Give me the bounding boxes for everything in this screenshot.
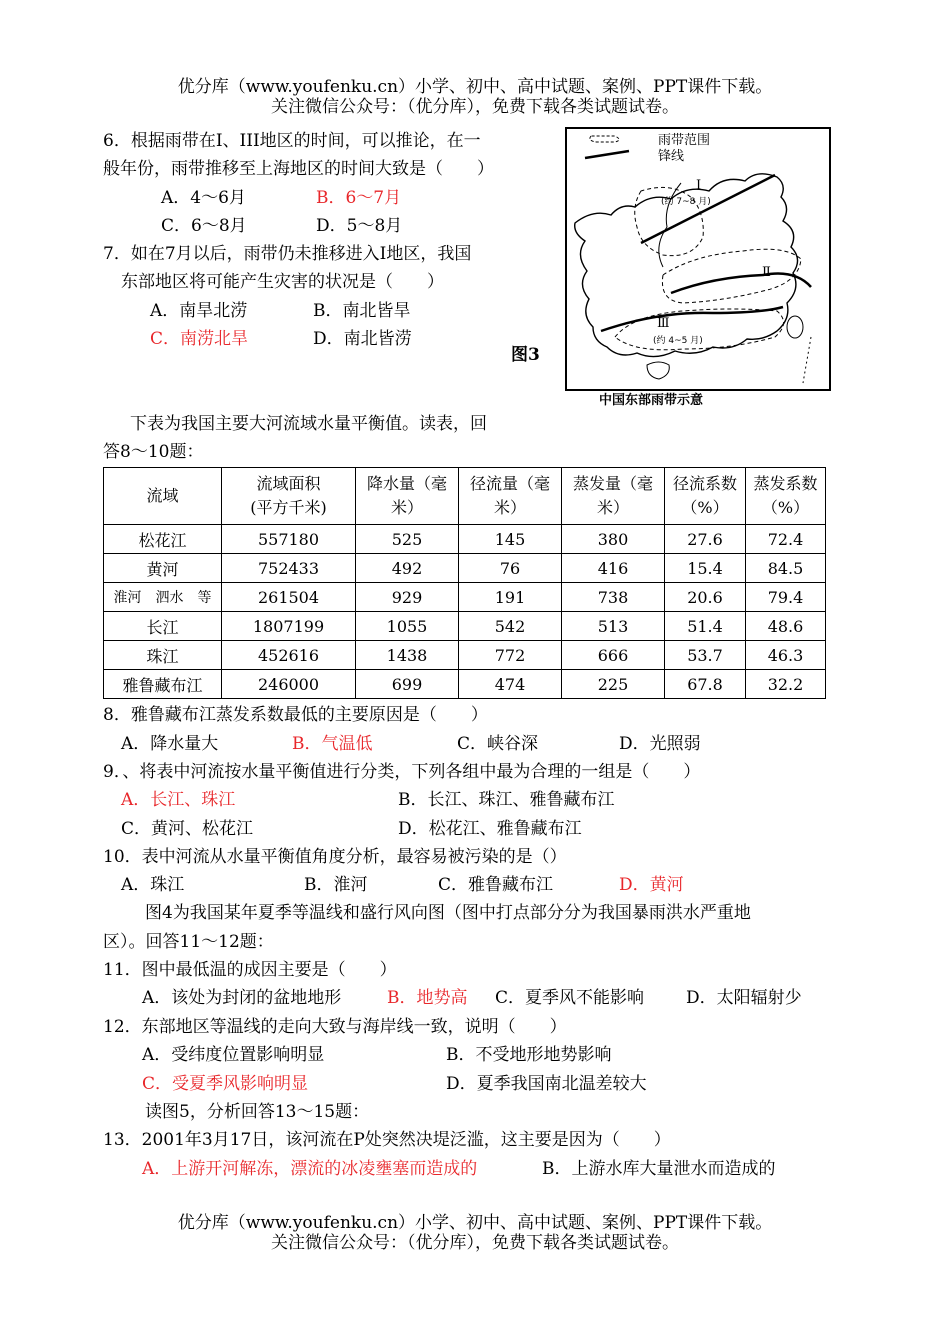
table-cell: 699 (356, 670, 459, 699)
q8-option-b: B．气温低 (292, 734, 373, 754)
q7-option-b: B．南北皆旱 (313, 301, 411, 321)
legend-rain-label: 雨带范围 (658, 133, 711, 148)
table-cell: 67.8 (665, 670, 746, 699)
table-cell: 76 (459, 554, 562, 583)
table-cell: 松花江 (104, 525, 222, 554)
q7-stem-2: 东部地区将可能产生灾害的状况是（ ） (121, 272, 444, 292)
table-row (104, 641, 826, 670)
table-cell: 淮河 泗水 等 (104, 583, 222, 612)
table-cell: 1055 (356, 612, 459, 641)
q11-option-d: D．太阳辐射少 (686, 988, 802, 1008)
q8-option-c: C．峡谷深 (457, 734, 539, 754)
table-header-row (104, 468, 826, 525)
q11-option-c: C．夏季风不能影响 (495, 988, 645, 1008)
fig4-intro-2: 区）。回答11～12题： (103, 932, 274, 952)
table-cell: 32.2 (746, 670, 826, 699)
table-cell: 51.4 (665, 612, 746, 641)
table-intro-1: 下表为我国主要大河流域水量平衡值。读表，回 (130, 414, 487, 434)
header-line-1: 优分库（www.youfenku.cn）小学、初中、高中试题、案例、PPT课件下载。 (177, 77, 773, 97)
table-cell: 15.4 (665, 554, 746, 583)
q9-stem: 9．、将表中河流按水量平衡值进行分类，下列各组中最为合理的一组是（ ） (103, 762, 701, 782)
table-row (104, 554, 826, 583)
q12-stem: 12．东部地区等温线的走向大致与海岸线一致，说明（ ） (103, 1017, 567, 1037)
table-cell: 513 (562, 612, 665, 641)
q10-option-c: C．雅鲁藏布江 (438, 875, 554, 895)
table-cell: 738 (562, 583, 665, 612)
table-cell: 145 (459, 525, 562, 554)
table-cell: 191 (459, 583, 562, 612)
table-cell: 380 (562, 525, 665, 554)
q13-option-b: B．上游水库大量泄水而造成的 (542, 1159, 776, 1179)
fig4-intro-1: 图4为我国某年夏季等温线和盛行风向图（图中打点部分分为我国暴雨洪水严重地 (145, 903, 751, 923)
q11-option-a: A．该处为封闭的盆地地形 (142, 988, 342, 1008)
q8-option-d: D．光照弱 (619, 734, 701, 754)
header-cell: 蒸发量（毫 米） (562, 468, 665, 525)
table-row (104, 612, 826, 641)
q6-stem-2: 般年份，雨带推移至上海地区的时间大致是（ ） (103, 159, 494, 179)
table-cell: 84.5 (746, 554, 826, 583)
header-line-2: 关注微信公众号：（优分库），免费下载各类试题试卷。 (271, 97, 679, 117)
table-cell: 492 (356, 554, 459, 583)
q6-option-a: A．4～6月 (161, 188, 246, 208)
region-1-time: (约 7~8 月) (661, 197, 711, 207)
region-3-label: Ⅲ (657, 316, 670, 331)
table-cell: 666 (562, 641, 665, 670)
q6-option-c: C．6～8月 (161, 216, 247, 236)
table-row (104, 670, 826, 699)
table-intro-2: 答8～10题： (103, 442, 204, 462)
region-3-time: (约 4~5 月) (653, 336, 703, 346)
table-cell: 黄河 (104, 554, 222, 583)
table-row (104, 525, 826, 554)
table-cell: 929 (356, 583, 459, 612)
table-cell: 1438 (356, 641, 459, 670)
q9-option-a: A．长江、珠江 (121, 790, 236, 810)
q8-stem: 8．雅鲁藏布江蒸发系数最低的主要原因是（ ） (103, 705, 488, 725)
region-2-label: Ⅱ (762, 265, 771, 280)
header-cell: 降水量（毫 米） (356, 468, 459, 525)
q10-option-b: B．淮河 (304, 875, 368, 895)
fig5-intro: 读图5，分析回答13～15题： (145, 1102, 370, 1122)
rain-belt-map (563, 127, 831, 409)
q11-stem: 11．图中最低温的成因主要是（ ） (103, 960, 397, 980)
table-cell: 27.6 (665, 525, 746, 554)
table-cell: 48.6 (746, 612, 826, 641)
map-caption: 中国东部雨带示意 (599, 393, 704, 408)
table-cell: 225 (562, 670, 665, 699)
table-cell: 20.6 (665, 583, 746, 612)
table-cell: 557180 (222, 525, 356, 554)
q9-option-b: B．长江、珠江、雅鲁藏布江 (398, 790, 615, 810)
header-cell: 蒸发系数 （%） (746, 468, 826, 525)
footer-line-2: 关注微信公众号：（优分库），免费下载各类试题试卷。 (271, 1233, 679, 1253)
region-1-label: Ⅰ (696, 178, 702, 193)
table-cell: 246000 (222, 670, 356, 699)
header-cell: 流域面积 (平方千米) (222, 468, 356, 525)
table-cell: 72.4 (746, 525, 826, 554)
q9-option-d: D．松花江、雅鲁藏布江 (398, 819, 582, 839)
header-cell: 流域 (104, 468, 222, 525)
legend-front-label: 锋线 (658, 149, 685, 164)
q10-stem: 10．表中河流从水量平衡值角度分析，最容易被污染的是（） (103, 847, 567, 867)
q12-option-c: C．受夏季风影响明显 (142, 1074, 309, 1094)
table-cell: 46.3 (746, 641, 826, 670)
table-cell: 752433 (222, 554, 356, 583)
header-cell: 径流量（毫 米） (459, 468, 562, 525)
header-cell: 径流系数 （%） (665, 468, 746, 525)
q7-option-c: C．南涝北旱 (150, 329, 249, 349)
table-cell: 53.7 (665, 641, 746, 670)
q7-stem-1: 7．如在7月以后，雨带仍未推移进入Ⅰ地区，我国 (103, 244, 472, 264)
q13-option-a: A．上游开河解冻，漂流的冰凌壅塞而造成的 (142, 1159, 478, 1179)
table-cell: 珠江 (104, 641, 222, 670)
footer-line-1: 优分库（www.youfenku.cn）小学、初中、高中试题、案例、PPT课件下载。 (177, 1213, 773, 1233)
water-balance-table (103, 467, 826, 699)
figure-3-label: 图3 (511, 345, 540, 365)
table-cell: 474 (459, 670, 562, 699)
q7-option-a: A．南旱北涝 (150, 301, 248, 321)
q10-option-a: A．珠江 (121, 875, 185, 895)
table-cell: 772 (459, 641, 562, 670)
q6-stem-1: 6．根据雨带在I、III地区的时间，可以推论，在一 (103, 131, 481, 151)
table-cell: 1807199 (222, 612, 356, 641)
table-cell: 79.4 (746, 583, 826, 612)
q10-option-d: D．黄河 (619, 875, 684, 895)
q11-option-b: B．地势高 (387, 988, 468, 1008)
q12-option-b: B．不受地形地势影响 (446, 1045, 612, 1065)
table-row (104, 583, 826, 612)
table-cell: 雅鲁藏布江 (104, 670, 222, 699)
q12-option-d: D．夏季我国南北温差较大 (446, 1074, 647, 1094)
q7-option-d: D．南北皆涝 (313, 329, 412, 349)
table-cell: 416 (562, 554, 665, 583)
q8-option-a: A．降水量大 (121, 734, 219, 754)
q12-option-a: A．受纬度位置影响明显 (142, 1045, 325, 1065)
q6-option-b: B．6～7月 (316, 188, 402, 208)
q13-stem: 13．2001年3月17日，该河流在P处突然决堤泛滥，这主要是因为（ ） (103, 1130, 671, 1150)
table-cell: 542 (459, 612, 562, 641)
table-cell: 261504 (222, 583, 356, 612)
table-cell: 525 (356, 525, 459, 554)
q9-option-c: C．黄河、松花江 (121, 819, 254, 839)
table-cell: 452616 (222, 641, 356, 670)
q6-option-d: D．5～8月 (316, 216, 403, 236)
table-cell: 长江 (104, 612, 222, 641)
